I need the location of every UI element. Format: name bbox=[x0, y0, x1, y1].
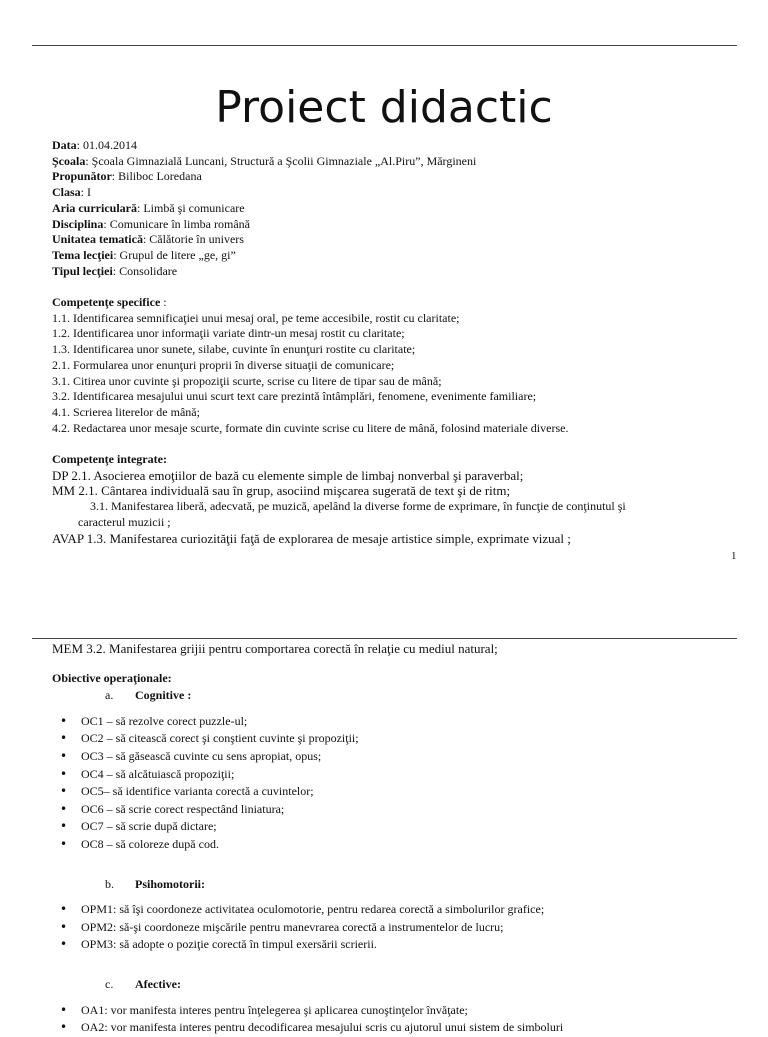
subsection-letter: b. bbox=[105, 876, 114, 891]
list-item: • OPM3: să adopte o poziţie corectă în timpul exersării scrierii. bbox=[52, 936, 742, 954]
competenta-item: 4.2. Redactarea unor mesaje scurte, formate din cuvinte scrise cu litere de mână, folosind materiale diverse. bbox=[52, 420, 569, 435]
subsection-letter: c. bbox=[105, 977, 114, 992]
header-row-tipul: Tipul lecţiei: Consolidare bbox=[52, 263, 178, 278]
competenta-item: 1.3. Identificarea unor sunete, silabe, cuvinte în enunţuri rostite cu claritate; bbox=[52, 342, 416, 357]
subsection-title: Afective: bbox=[135, 977, 181, 992]
competenta-item: 2.1. Formularea unor enunţuri proprii în diverse situaţii de comunicare; bbox=[52, 357, 395, 372]
page1-body bbox=[52, 138, 742, 546]
competenta-integrata-item: DP 2.1. Asocierea emoţiilor de bază cu elemente simple de limbaj nonverbal şi paraverbal; bbox=[52, 467, 524, 483]
header-row-propunator: Propunător: Biliboc Loredana bbox=[52, 169, 202, 184]
competenta-item: 4.1. Scrierea literelor de mână; bbox=[52, 404, 200, 419]
competenta-integrata-item: AVAP 1.3. Manifestarea curiozităţii faţă de explorarea de mesaje artistice simple, exprimate vizual ; bbox=[52, 530, 571, 546]
competenta-integrata-item: MM 2.1. Cântarea individuală sau în grup, asociind mişcarea sugerată de text şi de ritm; bbox=[52, 483, 511, 499]
header-row-tema: Tema lecţiei: Grupul de litere „ge, gi” bbox=[52, 247, 236, 262]
section-heading: Obiective operaţionale: bbox=[52, 670, 172, 685]
list-item: • OC2 – să citească corect şi conştient cuvinte şi propoziţii; bbox=[52, 730, 742, 748]
document-title: Proiect didactic bbox=[215, 82, 553, 133]
page2-body bbox=[52, 641, 742, 1037]
header-info bbox=[52, 138, 742, 279]
header-row-data: Data: 01.04.2014 bbox=[52, 138, 138, 152]
page1-top-rule bbox=[32, 45, 737, 46]
page-number: 1 bbox=[731, 550, 737, 562]
competente-specifice bbox=[52, 295, 742, 436]
header-row-scoala: Şcoala: Şcoala Gimnazială Luncani, Structură a Şcolii Gimnaziale „Al.Piru”, Mărgineni bbox=[52, 153, 477, 168]
list-item: • OC4 – să alcătuiască propoziţii; bbox=[52, 766, 742, 784]
list-item: • OPM1: să îşi coordoneze activitatea oculomotorie, pentru redarea corectă a simbolurilor grafice; bbox=[52, 901, 742, 919]
list-item: • OPM2: să-şi coordoneze mişcările pentru manevrarea corectă a instrumentelor de lucru; bbox=[52, 919, 742, 937]
list-item: • OA1: vor manifesta interes pentru înţelegerea şi aplicarea cunoştinţelor învăţate; bbox=[52, 1002, 742, 1020]
subsection-title: Psihomotorii: bbox=[135, 876, 205, 891]
header-row-unitatea: Unitatea tematică: Călătorie în univers bbox=[52, 232, 244, 247]
page2-top-rule bbox=[32, 638, 737, 639]
competenta-item: 1.2. Identificarea unor informaţii variate dintr-un mesaj rostit cu claritate; bbox=[52, 326, 405, 341]
competenta-item: 3.1. Citirea unor cuvinte şi propoziţii scurte, scrise cu litere de tipar sau de mână; bbox=[52, 373, 442, 388]
list-item: • OC5– să identifice varianta corectă a cuvintelor; bbox=[52, 783, 742, 801]
competenta-item: 1.1. Identificarea semnificaţiei unui mesaj oral, pe teme accesibile, rostit cu claritate; bbox=[52, 310, 460, 325]
section-heading: Competenţe integrate: bbox=[52, 452, 167, 467]
subsection-afective bbox=[52, 976, 742, 994]
cognitive-list bbox=[52, 713, 742, 854]
header-row-clasa: Clasa: I bbox=[52, 185, 92, 200]
subsection-title: Cognitive : bbox=[135, 688, 192, 703]
subsection-letter: a. bbox=[105, 688, 114, 703]
competente-integrate bbox=[52, 452, 742, 546]
list-item: • OC1 – să rezolve corect puzzle-ul; bbox=[52, 713, 742, 731]
header-row-aria: Aria curriculară: Limbă şi comunicare bbox=[52, 200, 245, 215]
subsection-cognitive bbox=[52, 687, 742, 705]
psihomotorii-list bbox=[52, 901, 742, 954]
list-item: • OC7 – să scrie după dictare; bbox=[52, 818, 742, 836]
competenta-item: 3.2. Identificarea mesajului unui scurt text care prezintă întâmplări, fenomene, evenimente familiare; bbox=[52, 389, 537, 404]
subsection-psihomotorii bbox=[52, 876, 742, 894]
list-item: • OC3 – să găsească cuvinte cu sens apropiat, opus; bbox=[52, 748, 742, 766]
afective-list bbox=[52, 1002, 742, 1037]
list-item: • OA2: vor manifesta interes pentru decodificarea mesajului scris cu ajutorul unui sistem de simboluri bbox=[52, 1019, 742, 1037]
competenta-integrata-item-cont: caracterul muzicii ; bbox=[78, 514, 171, 529]
section-heading: Competenţe specifice : bbox=[52, 295, 167, 310]
competenta-mem: MEM 3.2. Manifestarea grijii pentru comportarea corectă în relaţie cu mediul natural; bbox=[52, 641, 498, 656]
competenta-integrata-item: 3.1. Manifestarea liberă, adecvată, pe muzică, apelând la diverse forme de exprimare, în funcţie de conţinutul şi bbox=[90, 499, 626, 514]
header-row-disciplina: Disciplina: Comunicare în limba română bbox=[52, 216, 250, 231]
list-item: • OC6 – să scrie corect respectând liniatura; bbox=[52, 801, 742, 819]
list-item: • OC8 – să coloreze după cod. bbox=[52, 836, 742, 854]
